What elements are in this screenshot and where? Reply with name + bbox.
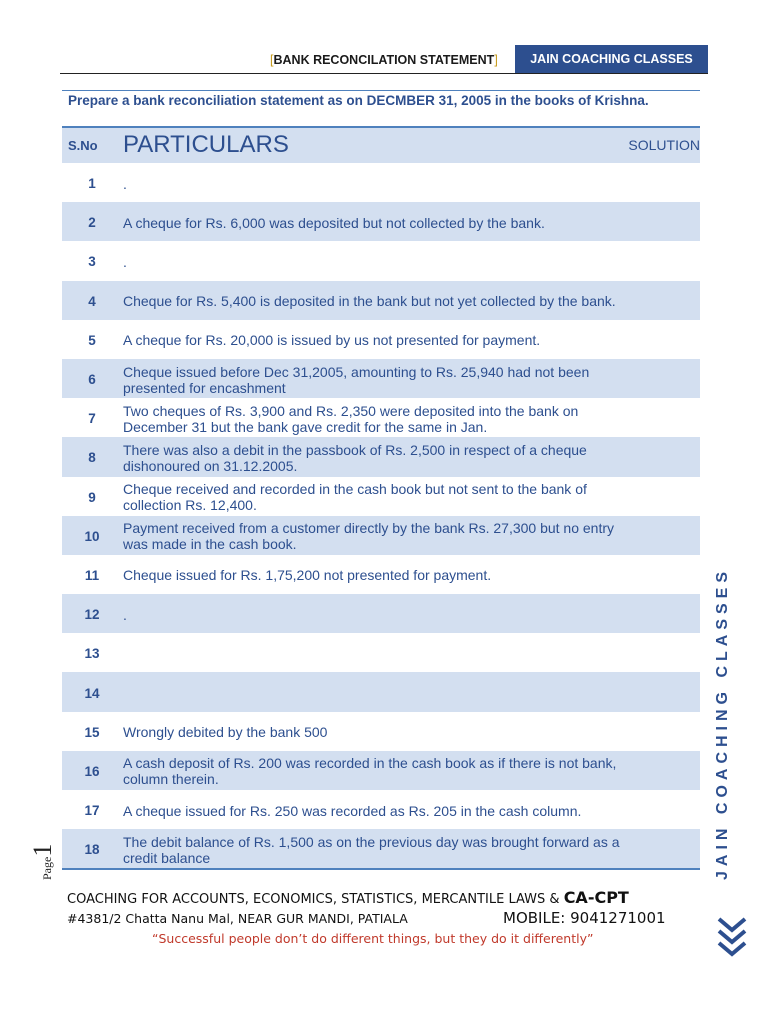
table-row <box>62 712 700 751</box>
bracket-open: [ <box>270 53 274 67</box>
particulars-table <box>62 128 700 870</box>
table-row <box>62 633 700 672</box>
row-particulars <box>123 202 623 241</box>
footer-cacpt: CA-CPT <box>563 888 629 907</box>
row-text: A cheque issued for Rs. 250 was recorded as Rs. 205 in the cash column. <box>123 802 582 819</box>
document-title <box>270 48 498 72</box>
row-particulars <box>123 594 623 633</box>
page-number <box>28 844 58 880</box>
bracket-close: ] <box>494 53 498 67</box>
row-text: Two cheques of Rs. 3,900 and Rs. 2,350 were deposited into the bank on December 31 but the bank gave credit for the same in Jan. <box>123 402 579 435</box>
row-text: Cheque for Rs. 5,400 is deposited in the bank but not yet collected by the bank. <box>123 293 616 310</box>
row-number: 1 <box>88 176 96 192</box>
row-particulars <box>123 712 623 751</box>
table-row <box>62 437 700 476</box>
row-particulars <box>123 398 623 437</box>
row-number: 9 <box>88 489 96 505</box>
row-particulars <box>123 751 623 790</box>
footer-address: #4381/2 Chatta Nanu Mal, NEAR GUR MANDI, PATIALA <box>67 911 408 926</box>
row-text: Wrongly debited by the bank 500 <box>123 724 328 741</box>
row-text: The debit balance of Rs. 1,500 as on the previous day was brought forward as a credit balance <box>123 833 620 866</box>
row-number: 5 <box>88 332 96 348</box>
table-row <box>62 202 700 241</box>
table-row <box>62 672 700 711</box>
row-particulars <box>123 359 623 398</box>
row-particulars <box>123 477 623 516</box>
row-number: 3 <box>88 254 96 270</box>
row-particulars <box>123 163 623 202</box>
table-header <box>62 128 700 163</box>
table-row <box>62 398 700 437</box>
row-text: Cheque issued for Rs. 1,75,200 not presented for payment. <box>123 567 492 584</box>
row-number: 15 <box>84 724 100 740</box>
table-row <box>62 790 700 829</box>
table-row <box>62 477 700 516</box>
row-number: 7 <box>88 411 96 427</box>
row-number: 11 <box>84 567 100 583</box>
row-text: . <box>123 606 127 623</box>
row-text: A cash deposit of Rs. 200 was recorded in the cash book as if there is not bank, column therein. <box>123 755 617 788</box>
table-row <box>62 281 700 320</box>
row-particulars <box>123 241 623 280</box>
row-particulars <box>123 555 623 594</box>
row-text: Cheque received and recorded in the cash book but not sent to the bank of collection Rs. 12,400. <box>123 481 587 514</box>
table-row <box>62 241 700 280</box>
row-text: . <box>123 175 127 192</box>
page-digit: 1 <box>28 843 57 857</box>
side-banner: JAIN COACHING CLASSES <box>714 566 731 880</box>
question-text: Prepare a bank reconciliation statement as on DECMBER 31, 2005 in the books of Krishna. <box>62 90 700 128</box>
row-number: 14 <box>84 685 100 701</box>
table-row <box>62 359 700 398</box>
row-particulars <box>123 633 623 672</box>
row-number: 6 <box>88 372 96 388</box>
table-row <box>62 163 700 202</box>
row-number: 18 <box>84 842 100 858</box>
page-word: Page <box>40 856 54 880</box>
footer-quote: “Successful people don’t do different things, but they do it differently” <box>152 931 594 946</box>
row-particulars <box>123 320 623 359</box>
col-particulars-header: PARTICULARS <box>123 131 289 158</box>
table-row <box>62 516 700 555</box>
header-divider <box>60 73 708 74</box>
row-number: 12 <box>84 607 100 623</box>
table-row <box>62 555 700 594</box>
row-particulars <box>123 516 623 555</box>
col-solution-header: SOLUTION <box>628 137 700 153</box>
title-text: BANK RECONCILATION STATEMENT <box>273 53 495 67</box>
row-number: 4 <box>88 293 96 309</box>
row-number: 8 <box>88 450 96 466</box>
row-number: 2 <box>88 215 96 231</box>
row-number: 13 <box>84 646 100 662</box>
row-particulars <box>123 281 623 320</box>
table-row <box>62 594 700 633</box>
row-text: There was also a debit in the passbook of Rs. 2,500 in respect of a cheque dishonoured on 31.12.2005. <box>123 441 587 474</box>
row-particulars <box>123 437 623 476</box>
table-row <box>62 751 700 790</box>
footer-courses <box>67 888 629 907</box>
row-text: Payment received from a customer directly by the bank Rs. 27,300 but no entry was made in the cash book. <box>123 520 615 553</box>
row-number: 16 <box>84 763 100 779</box>
row-particulars <box>123 829 623 868</box>
row-text: . <box>123 253 127 270</box>
table-row <box>62 320 700 359</box>
row-text: Cheque issued before Dec 31,2005, amounting to Rs. 25,940 had not been presented for encashment <box>123 363 590 396</box>
row-number: 10 <box>84 528 100 544</box>
row-number: 17 <box>84 803 100 819</box>
col-sno-header: S.No <box>68 138 98 153</box>
row-text: A cheque for Rs. 6,000 was deposited but not collected by the bank. <box>123 214 545 231</box>
footer-mobile: MOBILE: 9041271001 <box>503 909 666 927</box>
brand-badge: JAIN COACHING CLASSES <box>515 45 708 74</box>
table-body <box>62 163 700 868</box>
footer-courses-text: COACHING FOR ACCOUNTS, ECONOMICS, STATISTICS, MERCANTILE LAWS & <box>67 892 564 907</box>
row-particulars <box>123 672 623 711</box>
chevron-down-icon <box>716 915 748 963</box>
table-bottom-rule <box>62 868 700 870</box>
table-row <box>62 829 700 868</box>
row-particulars <box>123 790 623 829</box>
row-text: A cheque for Rs. 20,000 is issued by us not presented for payment. <box>123 332 541 349</box>
